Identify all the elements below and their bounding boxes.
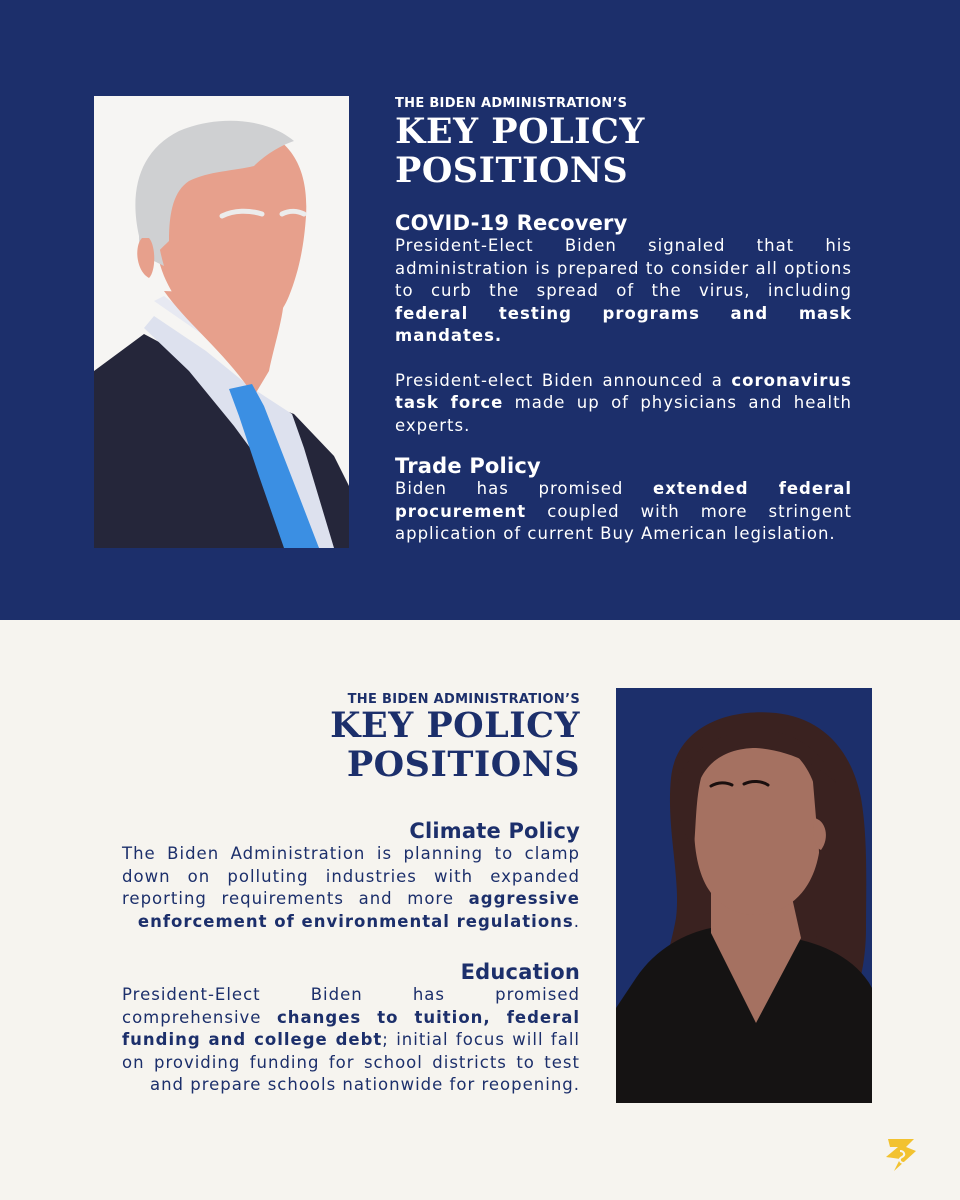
climate-section-title: Climate Policy <box>409 819 580 843</box>
education-section-title: Education <box>460 960 580 985</box>
bottom-text-block <box>122 692 580 1097</box>
top-headline: KEY POLICY POSITIONS <box>395 111 645 191</box>
brand-logo <box>880 1135 920 1175</box>
bottom-headline: KEY POLICY POSITIONS <box>330 705 580 785</box>
trade-paragraph: Biden has promised extended federal procurement coupled with more stringent application of current Buy American legislation. <box>395 479 852 544</box>
trade-section-title: Trade Policy <box>395 454 541 479</box>
harris-portrait-illustration <box>616 688 872 1103</box>
education-paragraph: President-Elect Biden has promised comprehensive changes to tuition, federal funding and college debt; initial focus will fall on providing funding for school districts to test and prepare schools nationwide for reopening. <box>122 985 580 1095</box>
man-portrait-illustration <box>94 96 349 548</box>
climate-paragraph: The Biden Administration is planning to clamp down on polluting industries with expanded reporting requirements and more aggressive enforcement of environmental regulations. <box>122 844 580 931</box>
covid-section-title: COVID-19 Recovery <box>395 211 628 235</box>
covid-paragraph-1: President-Elect Biden signaled that his administration is prepared to consider all options to curb the spread of the virus, including federal testing programs and mask mandates. <box>395 236 852 346</box>
covid-paragraph-2: President-elect Biden announced a coronavirus task force made up of physicians and health experts. <box>395 370 852 435</box>
top-text-block <box>395 96 852 546</box>
lightning-logo-icon <box>880 1135 920 1175</box>
biden-portrait-illustration <box>94 96 349 548</box>
bottom-kicker: THE BIDEN ADMINISTRATION’S <box>347 692 580 707</box>
top-kicker: THE BIDEN ADMINISTRATION’S <box>395 96 628 111</box>
woman-portrait-illustration <box>616 688 872 1103</box>
